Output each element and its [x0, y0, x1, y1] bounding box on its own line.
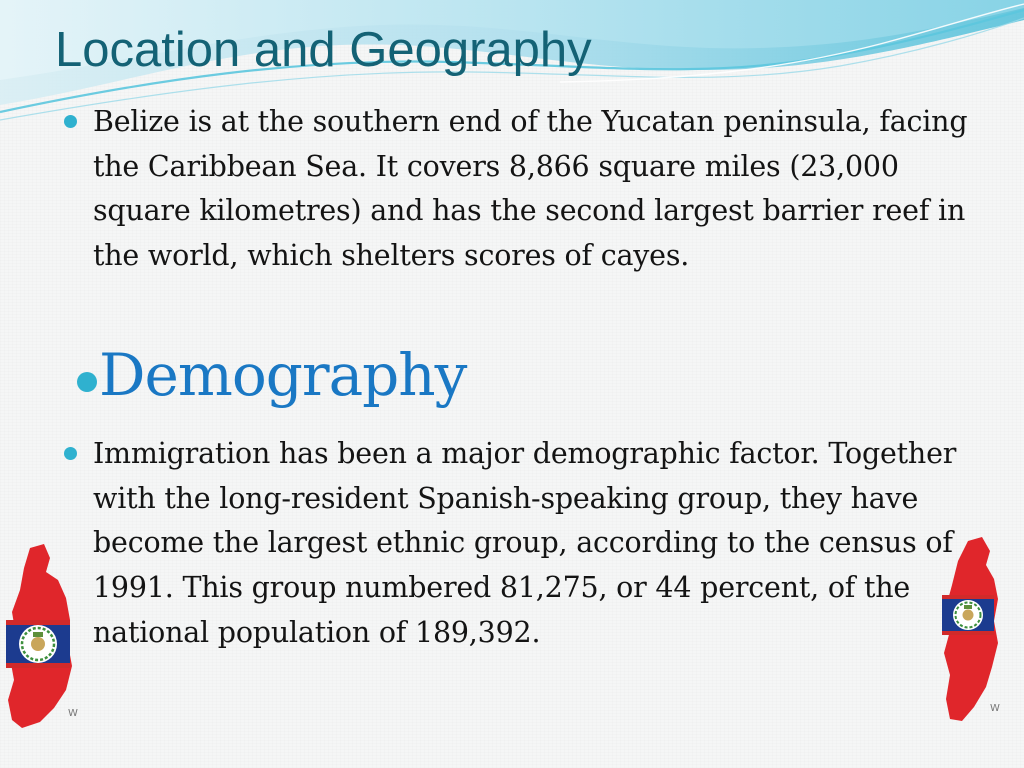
bullet-icon — [77, 372, 97, 392]
bullet-icon — [64, 115, 77, 128]
bullet-text: Immigration has been a major demographic factor. Together with the long-resident Spanish-speaking group, they have become the largest ethnic group, according to the census of 1991. This group numbered 81,275, or 44 percent, of the national population of 189,392. — [93, 437, 957, 649]
bullet-icon — [64, 447, 77, 460]
map-watermark-text: W — [990, 703, 1000, 714]
section-heading-demography: Demography — [99, 341, 467, 409]
bullet-immigration — [93, 432, 973, 656]
bullet-location — [93, 100, 993, 279]
belize-flag-map-icon — [0, 540, 82, 730]
bullet-text: Belize is at the southern end of the Yucatan peninsula, facing the Caribbean Sea. It covers 8,866 square miles (23,000 square kilometres) and has the second largest barrier reef in the world, which shelters scores of cayes. — [93, 105, 968, 273]
belize-flag-map-icon — [938, 535, 1004, 725]
slide-title: Location and Geography — [55, 23, 592, 77]
map-watermark-text: W — [68, 708, 78, 719]
